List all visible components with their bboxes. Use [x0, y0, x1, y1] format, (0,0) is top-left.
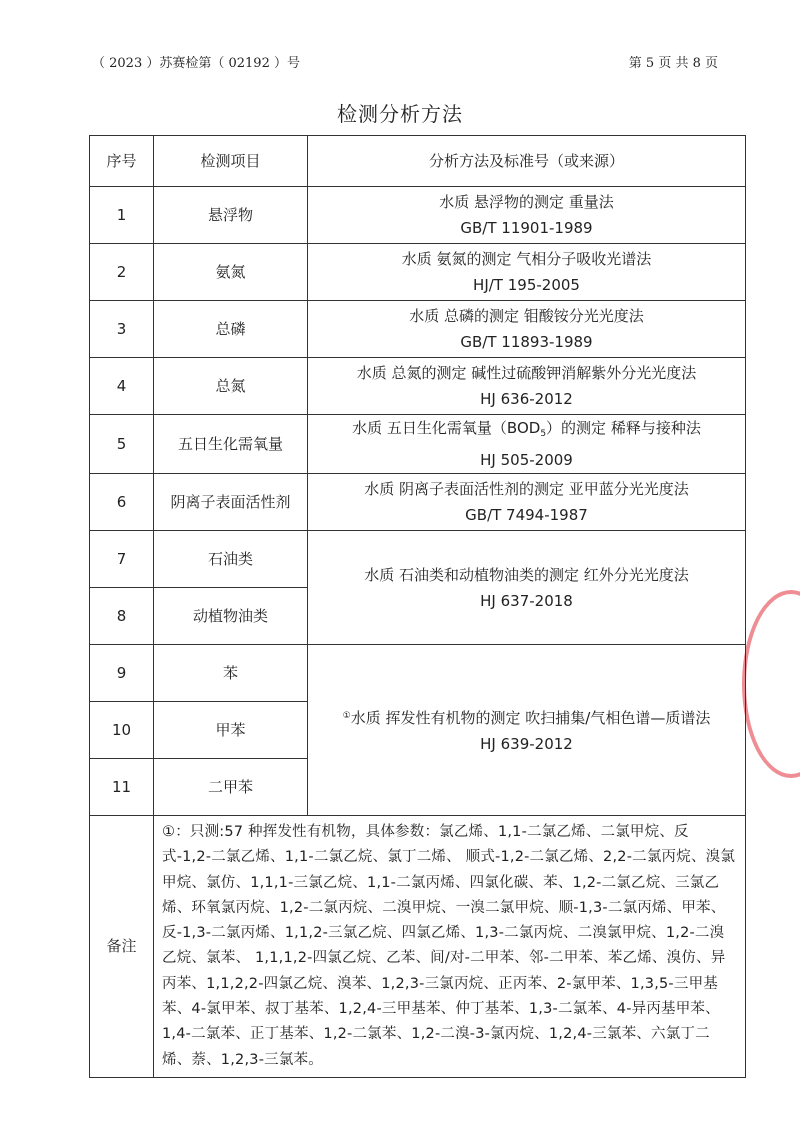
page-info: 第 5 页 共 8 页 [628, 56, 718, 71]
table-row [90, 244, 746, 301]
row-method [308, 645, 746, 816]
row-no: 2 [90, 244, 154, 301]
row-method [308, 531, 746, 645]
table-row [90, 187, 746, 244]
row-no: 8 [90, 588, 154, 645]
row-method [308, 301, 746, 358]
table-row [90, 645, 746, 702]
table-header-row [90, 136, 746, 187]
method-name: ①水质 挥发性有机物的测定 吹扫捕集/气相色谱—质谱法 [342, 709, 711, 727]
method-name: 水质 阴离子表面活性剂的测定 亚甲蓝分光光度法 [364, 480, 689, 498]
row-no: 7 [90, 531, 154, 588]
method-standard: HJ 639-2012 [480, 735, 573, 753]
method-standard: HJ 505-2009 [480, 451, 573, 469]
method-name: 水质 氨氮的测定 气相分子吸收光谱法 [401, 250, 652, 268]
notes-row [90, 816, 746, 1078]
method-name: 水质 石油类和动植物油类的测定 红外分光光度法 [364, 565, 689, 584]
method-standard: GB/T 11893-1989 [460, 333, 593, 351]
row-item: 总磷 [154, 301, 308, 358]
row-method [308, 415, 746, 474]
row-method [308, 358, 746, 415]
row-method [308, 244, 746, 301]
red-stamp-mark [742, 590, 800, 778]
method-standard: GB/T 7494-1987 [465, 506, 588, 524]
row-item: 阴离子表面活性剂 [154, 474, 308, 531]
row-no: 10 [90, 702, 154, 759]
report-number: （ 2023 ）苏赛检第（ 02192 ）号 [92, 56, 300, 71]
row-item: 甲苯 [154, 702, 308, 759]
row-item: 二甲苯 [154, 759, 308, 816]
row-item: 动植物油类 [154, 588, 308, 645]
row-no: 9 [90, 645, 154, 702]
method-name: 水质 总磷的测定 钼酸铵分光光度法 [409, 307, 644, 325]
row-no: 6 [90, 474, 154, 531]
row-method [308, 474, 746, 531]
method-standard: HJ/T 195-2005 [473, 276, 580, 294]
method-name: 水质 五日生化需氧量$(BOD_5)$的测定 稀释与接种法 [352, 419, 701, 439]
methods-table [89, 135, 746, 1078]
table-row [90, 415, 746, 474]
method-standard: GB/T 11901-1989 [460, 219, 593, 237]
row-item: 石油类 [154, 531, 308, 588]
table-row [90, 474, 746, 531]
row-method [308, 187, 746, 244]
method-name: 水质 总氮的测定 碱性过硫酸钾消解紫外分光光度法 [356, 364, 697, 382]
row-no: 1 [90, 187, 154, 244]
table-row [90, 301, 746, 358]
table-row [90, 358, 746, 415]
table-row [90, 531, 746, 588]
row-item: 悬浮物 [154, 187, 308, 244]
notes-label: 备注 [90, 816, 154, 1078]
footnote-marker: ① [342, 711, 351, 721]
page-title: 检测分析方法 [337, 102, 463, 126]
row-no: 11 [90, 759, 154, 816]
row-item: 苯 [154, 645, 308, 702]
subscript: 5 [540, 429, 547, 439]
notes-text: ①：只测:57 种挥发性有机物，具体参数：氯乙烯、1,1-二氯乙烯、二氯甲烷、反式-1,2-二氯乙烯、1,1-二氯乙烷、氯丁二烯、 顺式-1,2-二氯乙烯、2,2-二氯丙烷、溴氯甲烷、氯仿、1,1,1-三氯乙烷、1,1-二氯丙烯、四氯化碳、苯、1,2-二氯乙烷、三氯乙烯、环氧氯丙烷、1,2-二氯丙烷、二溴甲烷、一溴二氯甲烷、顺-1,3-二氯丙烯、甲苯、 反-1,3-二氯丙烯、1,1,2-三氯乙烷、四氯乙烯、1,3-二氯丙烷、二溴氯甲烷、1,2-二溴乙烷、氯苯、 1,1,1,2-四氯乙烷、乙苯、间/对-二甲苯、邻-二甲苯、苯乙烯、溴仿、异丙苯、1,1,2,2-四氯乙烷、溴苯、1,2,3-三氯丙烷、正丙苯、2-氯甲苯、1,3,5-三甲基苯、4-氯甲苯、叔丁基苯、1,2,4-三甲基苯、仲丁基苯、1,3-二氯苯、4-异丙基甲苯、1,4-二氯苯、正丁基苯、1,2-二氯苯、1,2-二溴-3-氯丙烷、1,2,4-三氯苯、六氯丁二烯、萘、1,2,3-三氯苯。 [154, 816, 746, 1078]
row-no: 4 [90, 358, 154, 415]
method-standard: HJ 637-2018 [480, 591, 573, 610]
row-no: 5 [90, 415, 154, 474]
method-standard: HJ 636-2012 [480, 390, 573, 408]
row-item: 五日生化需氧量 [154, 415, 308, 474]
header-no: 序号 [90, 136, 154, 187]
header-item: 检测项目 [154, 136, 308, 187]
row-item: 氨氮 [154, 244, 308, 301]
header-method: 分析方法及标准号（或来源） [308, 136, 746, 187]
row-no: 3 [90, 301, 154, 358]
row-item: 总氮 [154, 358, 308, 415]
method-name: 水质 悬浮物的测定 重量法 [439, 193, 614, 211]
